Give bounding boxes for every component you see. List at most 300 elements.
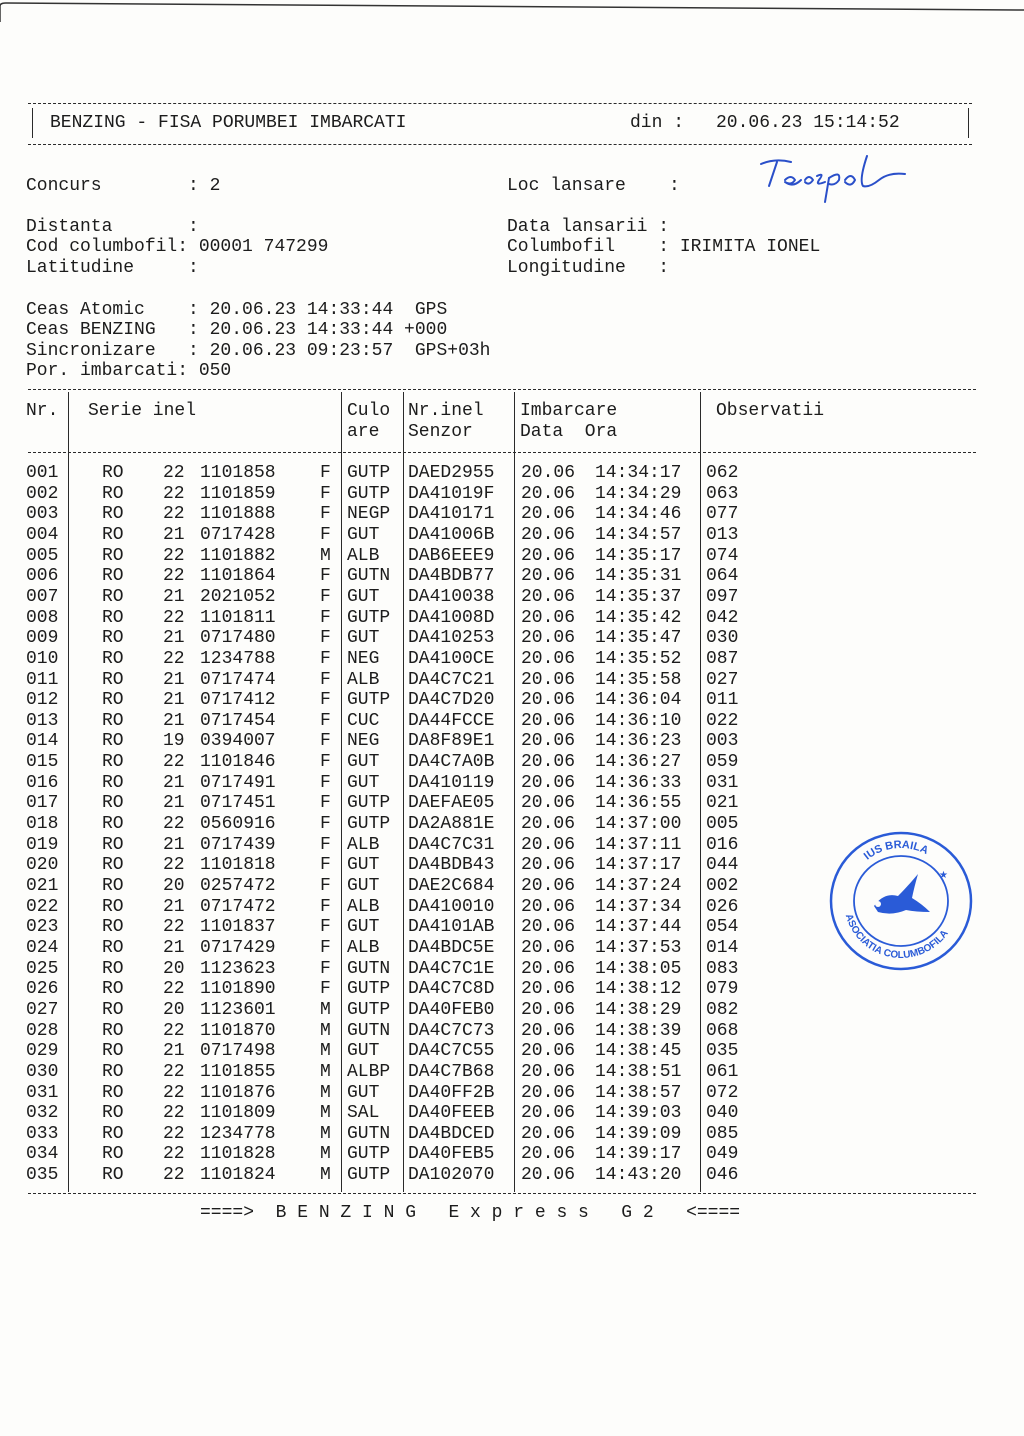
cell-ring: 1101811 [200,607,276,628]
cell-data: 20.06 [521,545,576,566]
cell-ring: 2021052 [200,586,276,607]
cell-country: RO [102,586,124,607]
cell-senzor: DA2A881E [408,814,495,835]
cell-nr: 026 [26,979,59,1000]
cell-senzor: DA4101AB [408,917,495,938]
cell-ora: 14:36:23 [595,731,682,752]
cell-culoare: GUT [347,628,380,649]
cell-ora: 14:38:51 [595,1061,682,1082]
cell-year: 20 [163,999,185,1020]
cell-year: 21 [163,586,185,607]
table-bottom-border [28,1193,976,1194]
cell-observatii: 072 [706,1082,739,1103]
cell-year: 22 [163,752,185,773]
cell-year: 22 [163,648,185,669]
cell-ring: 1234788 [200,648,276,669]
cell-culoare: GUTP [347,463,391,483]
cell-sex: M [320,1061,331,1082]
cell-ring: 0717429 [200,937,276,958]
cell-sex: F [320,896,331,917]
cell-country: RO [102,1082,124,1103]
cell-nr: 017 [26,793,59,814]
col-header-observatii: Observatii [716,401,825,421]
cell-observatii: 064 [706,566,739,587]
table-row [0,566,1024,587]
table-row [0,731,1024,752]
cell-country: RO [102,917,124,938]
cell-data: 20.06 [521,524,576,545]
cell-observatii: 046 [706,1165,739,1186]
cell-ring: 1123601 [200,999,276,1020]
cell-ring: 0717498 [200,1041,276,1062]
cell-culoare: GUT [347,876,380,896]
cell-culoare: NEG [347,731,380,752]
col-header-imbarcare-1: Imbarcare [520,401,618,421]
table-row [0,1144,1024,1165]
cell-observatii: 087 [706,648,739,669]
cell-ora: 14:39:09 [595,1123,682,1144]
cell-observatii: 013 [706,524,739,545]
cell-nr: 031 [26,1082,59,1103]
cell-observatii: 079 [706,979,739,1000]
cell-nr: 004 [26,524,59,545]
cell-data: 20.06 [521,731,576,752]
cell-nr: 021 [26,876,59,896]
stamp-bottom-text: ASOCIATIA COLUMBOFILA [842,912,951,962]
cell-culoare: GUT [347,1082,380,1103]
cell-culoare: GUT [347,855,380,876]
table-row [0,484,1024,505]
cell-ring: 1123623 [200,958,276,979]
cell-country: RO [102,731,124,752]
cell-sex: F [320,814,331,835]
cell-nr: 027 [26,999,59,1020]
cell-sex: M [320,1041,331,1062]
cell-senzor: DA4C7D20 [408,690,495,711]
table-row [0,711,1024,732]
cell-data: 20.06 [521,1020,576,1041]
cell-sex: F [320,834,331,855]
document-title: BENZING - FISA PORUMBEI IMBARCATI [50,113,407,133]
cell-data: 20.06 [521,834,576,855]
cell-year: 22 [163,1165,185,1186]
cell-senzor: DA41019F [408,483,495,504]
cell-nr: 018 [26,814,59,835]
header-right-border [968,108,969,138]
cell-nr: 022 [26,896,59,917]
cell-nr: 002 [26,483,59,504]
cell-ora: 14:38:05 [595,958,682,979]
cell-ora: 14:38:39 [595,1020,682,1041]
cell-ora: 14:37:00 [595,814,682,835]
cell-year: 21 [163,524,185,545]
cell-nr: 014 [26,731,59,752]
cell-nr: 028 [26,1020,59,1041]
cell-sex: M [320,1123,331,1144]
cell-senzor: DA410038 [408,586,495,607]
cell-nr: 015 [26,752,59,773]
cell-sex: M [320,1144,331,1165]
cell-ora: 14:35:42 [595,607,682,628]
cell-nr: 024 [26,937,59,958]
cell-data: 20.06 [521,1165,576,1186]
cell-culoare: GUT [347,1041,380,1062]
cell-country: RO [102,752,124,773]
cell-data: 20.06 [521,855,576,876]
cell-sex: F [320,979,331,1000]
cell-data: 20.06 [521,1123,576,1144]
cell-country: RO [102,1020,124,1041]
table-row [0,1165,1024,1186]
cell-ring: 1101846 [200,752,276,773]
ceas-benzing-line: Ceas BENZING : 20.06.23 14:33:44 +000 [26,320,448,340]
scan-edge [0,0,1024,24]
cell-nr: 001 [26,463,59,483]
cell-observatii: 026 [706,896,739,917]
cell-ring: 1101876 [200,1082,276,1103]
cell-country: RO [102,607,124,628]
cell-nr: 016 [26,772,59,793]
cell-culoare: ALB [347,834,380,855]
cell-senzor: DA4C7C21 [408,669,495,690]
cell-culoare: GUT [347,524,380,545]
loc-lansare-label: Loc lansare : [507,176,680,196]
cell-ora: 14:36:10 [595,710,682,731]
table-row [0,463,1024,484]
cell-ora: 14:36:33 [595,772,682,793]
cell-ring: 1101870 [200,1020,276,1041]
cell-ora: 14:35:31 [595,566,682,587]
star-icon: ★ [939,870,948,881]
cell-nr: 010 [26,648,59,669]
cell-ring: 1234778 [200,1123,276,1144]
cell-culoare: GUTN [347,958,391,979]
cell-ora: 14:38:45 [595,1041,682,1062]
cell-culoare: ALB [347,937,380,958]
table-row [0,1103,1024,1124]
cell-year: 21 [163,834,185,855]
cell-country: RO [102,566,124,587]
cod-columbofil-line: Cod columbofil: 00001 747299 [26,237,329,257]
cell-nr: 009 [26,628,59,649]
cell-year: 22 [163,566,185,587]
cell-data: 20.06 [521,710,576,731]
cell-country: RO [102,690,124,711]
cell-observatii: 016 [706,834,739,855]
cell-year: 22 [163,1144,185,1165]
cell-senzor: DA4BDC5E [408,937,495,958]
cell-senzor: DA44FCCE [408,710,495,731]
cell-country: RO [102,876,124,896]
cell-year: 22 [163,545,185,566]
cell-culoare: NEGP [347,504,391,525]
cell-sex: F [320,917,331,938]
table-row [0,670,1024,691]
cell-data: 20.06 [521,566,576,587]
cell-year: 21 [163,896,185,917]
cell-observatii: 040 [706,1103,739,1124]
cell-culoare: ALB [347,896,380,917]
cell-data: 20.06 [521,793,576,814]
cell-culoare: CUC [347,710,380,731]
cell-country: RO [102,1103,124,1124]
cell-culoare: GUTN [347,1123,391,1144]
cell-year: 22 [163,1103,185,1124]
cell-sex: F [320,855,331,876]
table-row [0,525,1024,546]
cell-nr: 007 [26,586,59,607]
club-stamp [826,826,976,976]
cell-year: 22 [163,483,185,504]
header-din-label: din : [630,113,685,133]
cell-data: 20.06 [521,1082,576,1103]
cell-country: RO [102,937,124,958]
table-row [0,1083,1024,1104]
cell-senzor: DA4C7C31 [408,834,495,855]
cell-nr: 030 [26,1061,59,1082]
cell-ring: 1101809 [200,1103,276,1124]
cell-country: RO [102,648,124,669]
cell-ora: 14:35:37 [595,586,682,607]
cell-ora: 14:37:34 [595,896,682,917]
cell-observatii: 021 [706,793,739,814]
cell-sex: F [320,752,331,773]
cell-observatii: 054 [706,917,739,938]
cell-ring: 0394007 [200,731,276,752]
cell-senzor: DA4100CE [408,648,495,669]
cell-year: 20 [163,876,185,896]
cell-data: 20.06 [521,463,576,483]
cell-country: RO [102,979,124,1000]
cell-year: 19 [163,731,185,752]
cell-senzor: DA40FF2B [408,1082,495,1103]
cell-observatii: 049 [706,1144,739,1165]
cell-ora: 14:35:17 [595,545,682,566]
cell-culoare: GUTP [347,979,391,1000]
cell-country: RO [102,463,124,483]
concurs-line: Concurs : 2 [26,176,221,196]
cell-ring: 1101818 [200,855,276,876]
cell-ora: 14:35:58 [595,669,682,690]
cell-country: RO [102,710,124,731]
cell-year: 21 [163,793,185,814]
table-row [0,649,1024,670]
cell-ora: 14:37:24 [595,876,682,896]
cell-data: 20.06 [521,814,576,835]
cell-ora: 14:36:27 [595,752,682,773]
cell-country: RO [102,1165,124,1186]
cell-senzor: DA40FEB5 [408,1144,495,1165]
table-row [0,690,1024,711]
cell-data: 20.06 [521,876,576,896]
table-row [0,628,1024,649]
cell-country: RO [102,1061,124,1082]
cell-culoare: GUTP [347,1165,391,1186]
cell-country: RO [102,628,124,649]
cell-culoare: GUTP [347,1144,391,1165]
cell-country: RO [102,504,124,525]
cell-culoare: GUT [347,752,380,773]
cell-senzor: DA4C7B68 [408,1061,495,1082]
cell-year: 21 [163,937,185,958]
table-top-border [28,389,976,390]
cell-sex: M [320,1020,331,1041]
cell-observatii: 077 [706,504,739,525]
table-row [0,1021,1024,1042]
cell-observatii: 035 [706,1041,739,1062]
cell-senzor: DA4C7C73 [408,1020,495,1041]
header-top-border [28,103,972,104]
cell-ora: 14:36:04 [595,690,682,711]
header-bottom-border [28,144,972,145]
cell-sex: F [320,690,331,711]
cell-observatii: 097 [706,586,739,607]
cell-culoare: GUTN [347,1020,391,1041]
cell-nr: 013 [26,710,59,731]
cell-ora: 14:34:17 [595,463,682,483]
cell-ora: 14:38:29 [595,999,682,1020]
cell-data: 20.06 [521,690,576,711]
cell-ring: 1101837 [200,917,276,938]
cell-country: RO [102,793,124,814]
cell-culoare: NEG [347,648,380,669]
stamp-top-text: IUS BRAILA [861,838,931,863]
cell-nr: 035 [26,1165,59,1186]
cell-senzor: DA4C7A0B [408,752,495,773]
cell-senzor: DA410010 [408,896,495,917]
cell-data: 20.06 [521,896,576,917]
cell-observatii: 059 [706,752,739,773]
table-row [0,1041,1024,1062]
distanta-line: Distanta : [26,217,199,237]
cell-ora: 14:34:46 [595,504,682,525]
cell-year: 22 [163,979,185,1000]
cell-ring: 0717491 [200,772,276,793]
cell-observatii: 014 [706,937,739,958]
cell-sex: M [320,1082,331,1103]
cell-ora: 14:35:52 [595,648,682,669]
signature-loc-lansare [755,150,925,210]
cell-nr: 034 [26,1144,59,1165]
columbofil-line: Columbofil : IRIMITA IONEL [507,237,821,257]
cell-observatii: 085 [706,1123,739,1144]
cell-observatii: 027 [706,669,739,690]
cell-sex: F [320,483,331,504]
cell-senzor: DA41006B [408,524,495,545]
cell-nr: 032 [26,1103,59,1124]
cell-observatii: 003 [706,731,739,752]
cell-country: RO [102,1123,124,1144]
cell-observatii: 062 [706,463,739,483]
cell-year: 22 [163,1061,185,1082]
header-datetime: 20.06.23 15:14:52 [716,113,900,133]
col-header-culoare-2: are [347,422,380,442]
cell-sex: F [320,524,331,545]
cell-data: 20.06 [521,607,576,628]
cell-senzor: DA102070 [408,1165,495,1186]
cell-nr: 020 [26,855,59,876]
cell-sex: F [320,958,331,979]
table-row [0,608,1024,629]
cell-year: 21 [163,690,185,711]
cell-senzor: DA410119 [408,772,495,793]
cell-data: 20.06 [521,483,576,504]
cell-observatii: 074 [706,545,739,566]
col-header-nrinel-1: Nr.inel [408,401,484,421]
cell-nr: 012 [26,690,59,711]
table-row [0,1124,1024,1145]
cell-year: 22 [163,917,185,938]
cell-ora: 14:35:47 [595,628,682,649]
cell-observatii: 030 [706,628,739,649]
cell-data: 20.06 [521,937,576,958]
cell-year: 22 [163,463,185,483]
cell-sex: F [320,669,331,690]
table-row [0,979,1024,1000]
cell-sex: F [320,876,331,896]
cell-nr: 025 [26,958,59,979]
cell-sex: F [320,793,331,814]
cell-observatii: 063 [706,483,739,504]
cell-nr: 029 [26,1041,59,1062]
cell-year: 21 [163,1041,185,1062]
cell-nr: 008 [26,607,59,628]
cell-senzor: DAE2C684 [408,876,495,896]
cell-nr: 006 [26,566,59,587]
cell-nr: 011 [26,669,59,690]
cell-senzor: DA40FEEB [408,1103,495,1124]
cell-data: 20.06 [521,1041,576,1062]
cell-observatii: 011 [706,690,739,711]
cell-year: 22 [163,607,185,628]
cell-senzor: DA41008D [408,607,495,628]
cell-sex: F [320,463,331,483]
cell-senzor: DA4BDB43 [408,855,495,876]
cell-ring: 0717480 [200,628,276,649]
cell-sex: F [320,607,331,628]
cell-senzor: DAB6EEE9 [408,545,495,566]
cell-country: RO [102,669,124,690]
col-header-nrinel-2: Senzor [408,422,473,442]
cell-nr: 003 [26,504,59,525]
cell-nr: 019 [26,834,59,855]
cell-senzor: DA8F89E1 [408,731,495,752]
cell-ring: 0560916 [200,814,276,835]
cell-observatii: 031 [706,772,739,793]
cell-ora: 14:37:17 [595,855,682,876]
por-imbarcati-line: Por. imbarcati: 050 [26,361,232,381]
cell-culoare: GUTP [347,690,391,711]
cell-data: 20.06 [521,979,576,1000]
cell-ora: 14:34:57 [595,524,682,545]
cell-ring: 0257472 [200,876,276,896]
cell-year: 20 [163,958,185,979]
cell-senzor: DA4C7C1E [408,958,495,979]
cell-observatii: 068 [706,1020,739,1041]
cell-ring: 0717428 [200,524,276,545]
cell-data: 20.06 [521,772,576,793]
cell-observatii: 083 [706,958,739,979]
cell-country: RO [102,1041,124,1062]
cell-year: 21 [163,772,185,793]
cell-culoare: GUT [347,586,380,607]
cell-culoare: ALB [347,669,380,690]
col-header-imbarcare-2: Data Ora [520,422,618,442]
cell-ora: 14:38:57 [595,1082,682,1103]
cell-country: RO [102,483,124,504]
cell-ring: 1101890 [200,979,276,1000]
cell-senzor: DA4C7C55 [408,1041,495,1062]
